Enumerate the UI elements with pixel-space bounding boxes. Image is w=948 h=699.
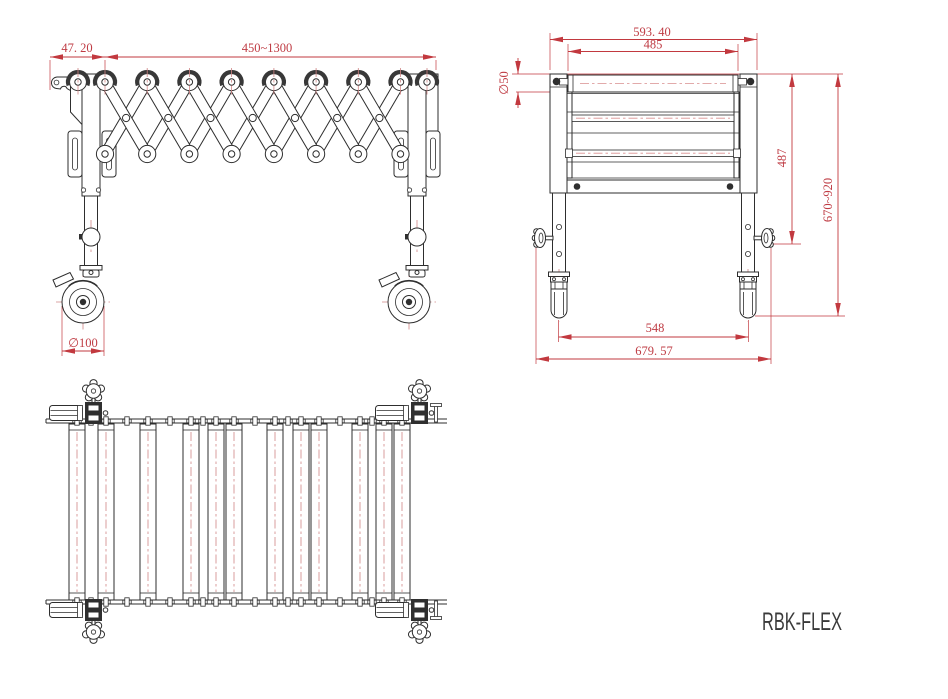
end-view-roller bbox=[553, 75, 755, 92]
front-elevation-view bbox=[50, 41, 440, 356]
dim-top-to-clamp-height: 487 bbox=[775, 148, 789, 168]
end-elevation-view bbox=[497, 25, 845, 364]
dim-end-offset: 47. 20 bbox=[61, 41, 93, 55]
slot-bracket bbox=[68, 131, 82, 177]
corner-caster-unit bbox=[50, 599, 108, 643]
left-leg bbox=[79, 74, 101, 269]
dim-roller-face-width: 485 bbox=[643, 37, 663, 52]
end-view-legs bbox=[550, 74, 757, 272]
height-clamp-knob bbox=[82, 228, 100, 246]
swivel-caster bbox=[738, 269, 759, 322]
height-clamp-knob bbox=[754, 229, 775, 248]
swivel-caster bbox=[549, 269, 570, 322]
corner-caster-unit bbox=[376, 599, 434, 643]
swivel-caster bbox=[379, 266, 436, 332]
height-clamp-knob bbox=[408, 228, 426, 246]
swivel-caster bbox=[53, 266, 110, 332]
dim-overall-width-over-knobs: 679. 57 bbox=[635, 344, 673, 358]
product-code-label: RBK-FLEX bbox=[762, 608, 843, 636]
end-view-frame bbox=[566, 92, 741, 193]
slot-bracket bbox=[426, 131, 440, 177]
corner-caster-unit bbox=[50, 380, 108, 424]
plan-rollers bbox=[69, 424, 410, 600]
dim-caster-diameter: ∅100 bbox=[68, 336, 98, 350]
corner-caster-unit bbox=[376, 380, 434, 424]
end-stop-pins bbox=[431, 404, 442, 620]
plan-view bbox=[46, 380, 447, 644]
dim-extension-range: 450~1300 bbox=[241, 41, 293, 55]
dim-overall-frame-width: 593. 40 bbox=[633, 25, 671, 39]
bottom-pivots bbox=[96, 145, 409, 162]
right-leg bbox=[405, 74, 427, 269]
dim-caster-track: 548 bbox=[645, 321, 665, 335]
dim-adjustable-height-range: 670~920 bbox=[821, 177, 835, 223]
height-clamp-knob bbox=[532, 229, 553, 248]
top-rollers bbox=[68, 68, 437, 97]
dim-roller-diameter: ∅50 bbox=[497, 71, 511, 95]
